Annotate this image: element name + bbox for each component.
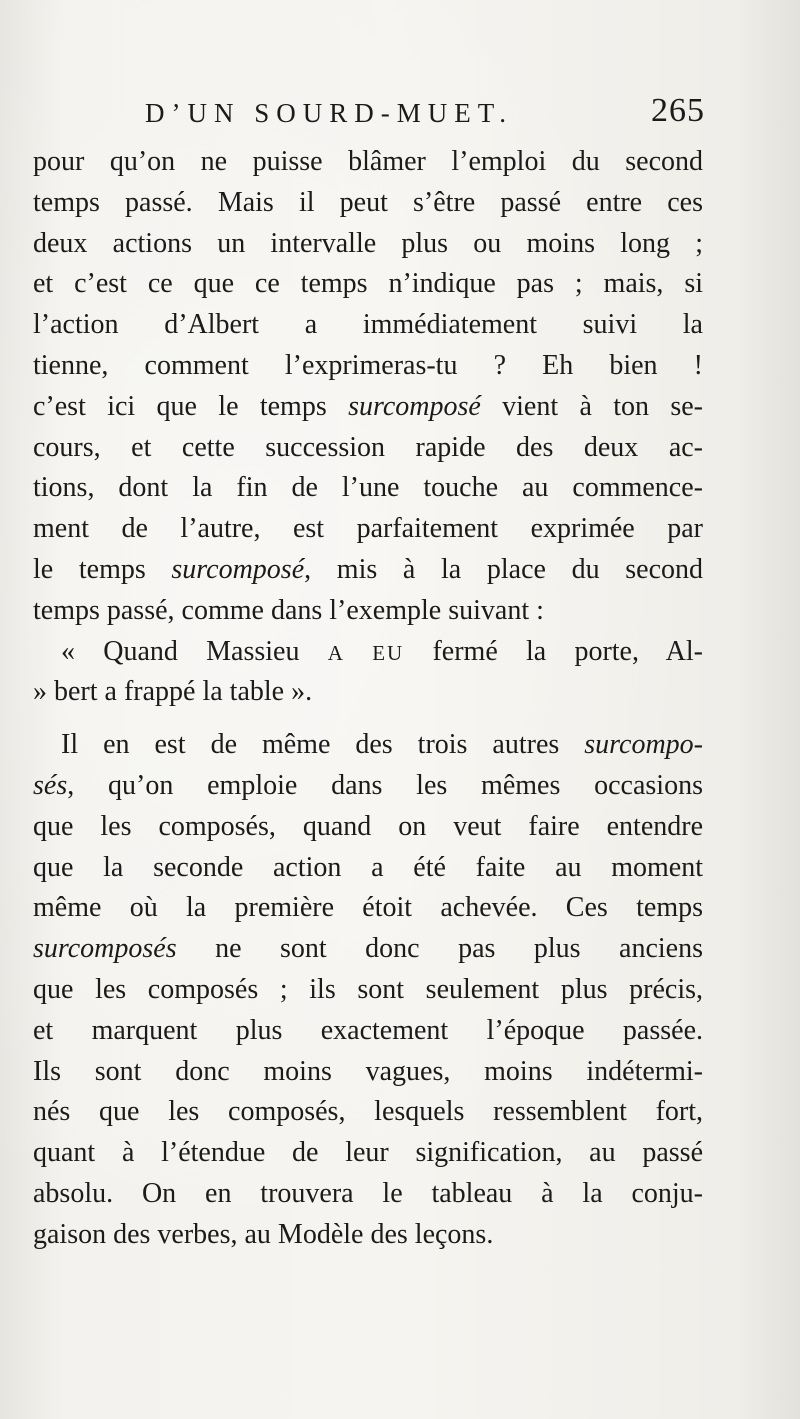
text-line: temps passé, comme dans l’exemple suivant :	[33, 594, 544, 626]
text-run: Il en est de même des trois autres	[61, 729, 585, 761]
text-line: l’action d’Albert a immédiatement suivi la	[33, 309, 703, 341]
text-line: nés que les composés, lesquels ressemblent fort,	[33, 1096, 703, 1128]
text-line: même où la première étoit achevée. Ces temps	[33, 892, 703, 924]
text-line: absolu. On en trouvera le tableau à la conju-	[33, 1177, 703, 1209]
small-caps-term: A EU	[327, 640, 405, 665]
text-line	[33, 550, 703, 591]
italic-term: surcompo-	[584, 729, 703, 761]
text-line: tienne, comment l’exprimeras-tu ? Eh bien !	[33, 349, 703, 381]
text-run: ne sont donc pas plus anciens	[176, 933, 703, 965]
text-line: tions, dont la fin de l’une touche au commence-	[33, 472, 703, 504]
text-line: ment de l’autre, est parfaitement exprimée par	[33, 513, 703, 545]
running-head: D’UN SOURD-MUET.	[145, 98, 513, 128]
text-run: vient à ton se-	[480, 390, 703, 422]
text-line: que les composés ; ils sont seulement plus précis,	[33, 973, 703, 1005]
body-text	[33, 142, 703, 1256]
text-run: fermé la porte, Al-	[404, 635, 703, 667]
text-line: et marquent plus exactement l’époque passée.	[33, 1014, 703, 1046]
text-line: pour qu’on ne puisse blâmer l’emploi du second	[33, 146, 703, 177]
italic-term: surcomposé	[171, 553, 305, 585]
italic-term: surcomposé	[348, 390, 481, 422]
paragraph-gap	[33, 713, 703, 725]
text-line: deux actions un intervalle plus ou moins long ;	[33, 227, 703, 259]
quote-line: » bert a frappé la table ».	[33, 676, 313, 708]
page-header	[145, 92, 705, 136]
text-line	[33, 929, 703, 970]
text-run: « Quand Massieu	[61, 635, 328, 667]
text-line: que les composés, quand on veut faire entendre	[33, 810, 703, 842]
text-line: cours, et cette succession rapide des deux ac-	[33, 431, 703, 463]
quote-line	[33, 632, 703, 673]
page-number: 265	[651, 92, 705, 129]
italic-term: sés	[33, 769, 68, 801]
text-line: gaison des verbes, au Modèle des leçons.	[33, 1218, 494, 1250]
text-line: Ils sont donc moins vagues, moins indétermi-	[33, 1055, 703, 1087]
text-run: c’est ici que le temps	[33, 390, 349, 422]
italic-term: surcomposés	[33, 933, 177, 965]
text-line	[33, 766, 703, 807]
text-line: que la seconde action a été faite au moment	[33, 851, 703, 883]
text-line: temps passé. Mais il peut s’être passé entre ces	[33, 186, 703, 218]
text-run: , mis à la place du second	[304, 553, 703, 585]
text-run: le temps	[33, 553, 172, 585]
text-line: et c’est ce que ce temps n’indique pas ; mais, si	[33, 268, 703, 300]
text-line	[33, 387, 703, 428]
text-line: quant à l’étendue de leur signification, au passé	[33, 1137, 703, 1169]
text-line	[33, 725, 703, 766]
text-run: , qu’on emploie dans les mêmes occasions	[67, 769, 703, 801]
